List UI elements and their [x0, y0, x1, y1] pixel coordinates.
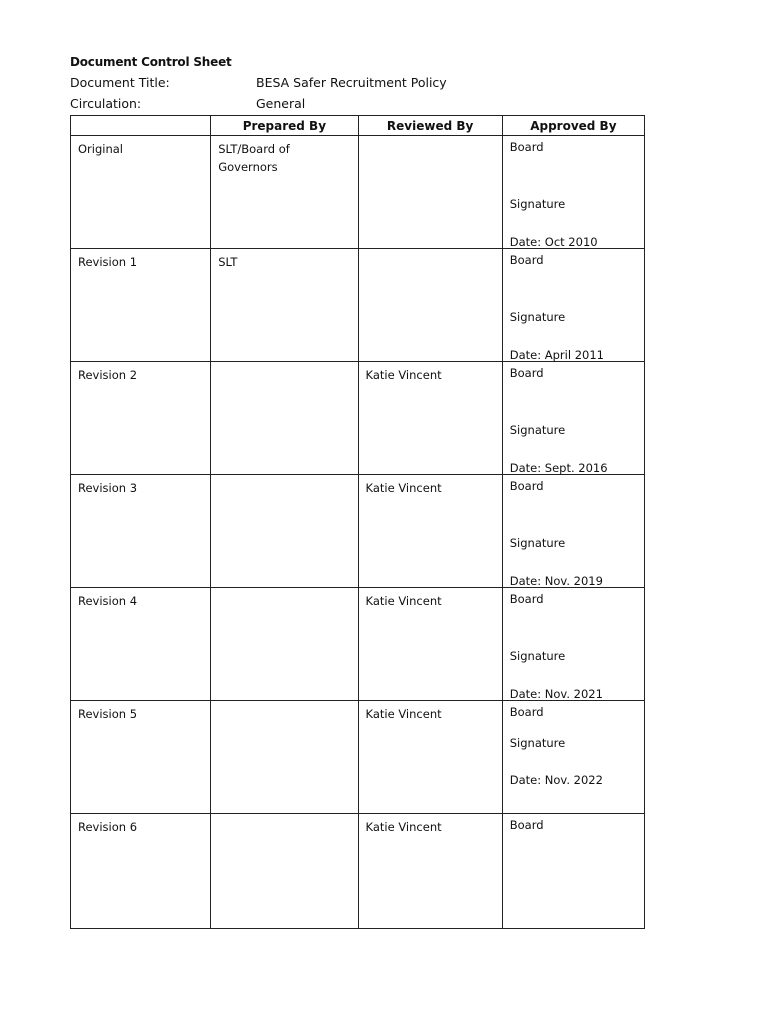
column-header-approved-by: Approved By: [502, 116, 644, 136]
signature-label: Signature: [509, 649, 566, 663]
table-row: [71, 814, 645, 929]
version-cell: Revision 6: [71, 814, 211, 929]
reviewed-by-cell: [358, 249, 502, 362]
approval-date: Date: April 2011: [509, 348, 604, 362]
reviewed-by-cell: Katie Vincent: [358, 362, 502, 475]
prepared-by-cell: [211, 814, 358, 929]
reviewed-by-cell: Katie Vincent: [358, 588, 502, 701]
approver-name: Board: [509, 592, 544, 606]
version-cell: Revision 2: [71, 362, 211, 475]
reviewed-by-cell: Katie Vincent: [358, 475, 502, 588]
version-cell: Revision 5: [71, 701, 211, 814]
approval-date: Date: Sept. 2016: [509, 461, 608, 475]
approver-name: Board: [509, 705, 544, 719]
table-row: [71, 588, 645, 701]
approved-by-cell: [502, 136, 644, 249]
prepared-by-cell: [211, 362, 358, 475]
table-header-row: [71, 116, 645, 136]
table-row: [71, 362, 645, 475]
approved-by-cell: [502, 701, 644, 814]
reviewed-by-cell: [358, 136, 502, 249]
document-heading: Document Control Sheet: [70, 55, 232, 69]
approver-name: Board: [509, 479, 544, 493]
approved-by-cell: [502, 588, 644, 701]
approval-date: Date: Nov. 2019: [509, 574, 603, 588]
approved-by-cell: [502, 249, 644, 362]
column-header-version: [71, 116, 211, 136]
document-title-label: Document Title:: [70, 75, 170, 90]
approval-date: Date: Oct 2010: [509, 235, 598, 249]
version-cell: Revision 3: [71, 475, 211, 588]
document-control-table: [70, 115, 645, 929]
approver-name: Board: [509, 140, 544, 154]
reviewed-by-cell: Katie Vincent: [358, 701, 502, 814]
version-cell: Original: [71, 136, 211, 249]
approved-by-cell: [502, 814, 644, 929]
signature-label: Signature: [509, 736, 566, 750]
version-cell: Revision 4: [71, 588, 211, 701]
circulation-value: General: [256, 96, 306, 111]
document-title-value: BESA Safer Recruitment Policy: [256, 75, 447, 90]
approved-by-cell: [502, 475, 644, 588]
prepared-by-cell: SLT: [211, 249, 358, 362]
version-cell: Revision 1: [71, 249, 211, 362]
approval-date: Date: Nov. 2022: [509, 773, 603, 787]
prepared-by-cell: [211, 588, 358, 701]
column-header-prepared-by: Prepared By: [211, 116, 358, 136]
table-row: [71, 701, 645, 814]
table-row: [71, 475, 645, 588]
approver-name: Board: [509, 253, 544, 267]
approver-name: Board: [509, 818, 544, 832]
approved-by-cell: [502, 362, 644, 475]
signature-label: Signature: [509, 423, 566, 437]
signature-label: Signature: [509, 536, 566, 550]
table-row: [71, 136, 645, 249]
column-header-reviewed-by: Reviewed By: [358, 116, 502, 136]
prepared-by-cell: [211, 475, 358, 588]
approval-date: Date: Nov. 2021: [509, 687, 603, 701]
prepared-by-cell: [211, 701, 358, 814]
circulation-label: Circulation:: [70, 96, 142, 111]
prepared-by-cell: SLT/Board of Governors: [211, 136, 358, 249]
signature-label: Signature: [509, 197, 566, 211]
reviewed-by-cell: Katie Vincent: [358, 814, 502, 929]
approver-name: Board: [509, 366, 544, 380]
table-row: [71, 249, 645, 362]
signature-label: Signature: [509, 310, 566, 324]
